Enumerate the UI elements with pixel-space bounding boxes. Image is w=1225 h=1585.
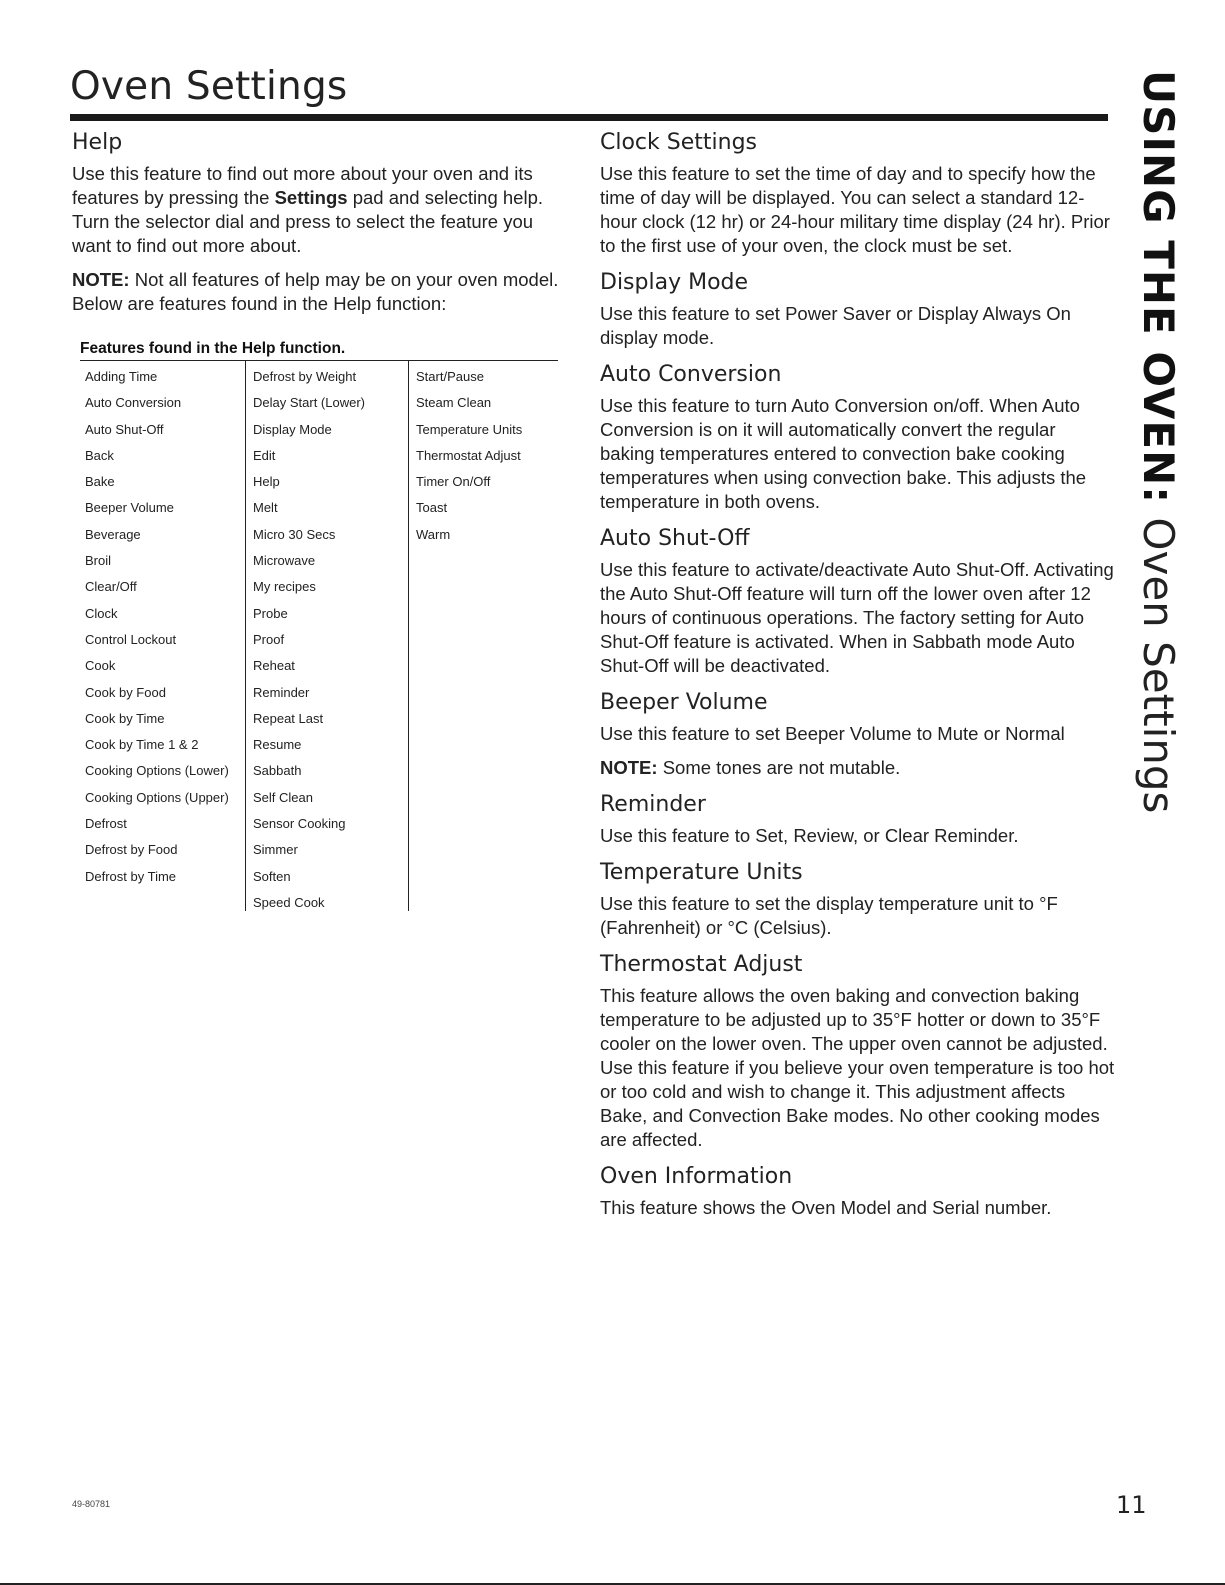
feature-item: Temperature Units	[416, 421, 523, 437]
side-tab-text	[1128, 70, 1188, 814]
clock-settings-section	[600, 128, 1115, 258]
reminder-heading: Reminder	[600, 792, 706, 817]
feature-item: Reheat	[253, 658, 295, 674]
feature-item: Warm	[416, 526, 451, 542]
feature-item: Proof	[253, 631, 285, 647]
feature-item: Cook by Time 1 & 2	[85, 737, 199, 753]
clock-settings-heading: Clock Settings	[600, 130, 757, 155]
side-tab	[1128, 70, 1188, 814]
feature-item: Beeper Volume	[85, 500, 174, 516]
feature-item: Defrost by Weight	[253, 369, 357, 384]
help-section	[72, 128, 572, 316]
feature-item: Cook	[85, 658, 116, 674]
feature-item: Control Lockout	[85, 631, 177, 647]
feature-item: My recipes	[253, 579, 316, 595]
feature-item: Display Mode	[253, 421, 332, 437]
note-label: NOTE:	[72, 269, 130, 290]
beeper-volume-note	[600, 756, 1115, 780]
feature-item: Clear/Off	[85, 579, 137, 595]
feature-item: Clock	[85, 605, 118, 621]
feature-item: Defrost	[85, 816, 127, 832]
beeper-volume-heading: Beeper Volume	[600, 690, 768, 715]
thermostat-adjust-heading: Thermostat Adjust	[600, 952, 803, 977]
side-tab-chapter: USING THE OVEN:	[1134, 70, 1183, 505]
feature-item: Micro 30 Secs	[253, 526, 336, 542]
feature-item: Bake	[85, 474, 115, 490]
display-mode-heading: Display Mode	[600, 270, 749, 295]
clock-settings-body: Use this feature to set the time of day and to specify how the time of day will be displayed. You can select a standard 12-hour clock (12 hr) or 24-hour military time display (24 hr). Prior to the first use of your oven, the clock must be set.	[600, 163, 1110, 256]
feature-item: Cooking Options (Upper)	[85, 789, 229, 805]
display-mode-section	[600, 268, 1115, 350]
page-number: 11	[1116, 1491, 1147, 1519]
feature-item: Thermostat Adjust	[416, 447, 521, 463]
feature-item: Probe	[253, 605, 288, 621]
feature-item: Auto Conversion	[85, 395, 182, 411]
auto-conversion-body: Use this feature to turn Auto Conversion on/off. When Auto Conversion is on it will automatically convert the regular baking temperatures entered to convection bake cooking temperatures when using convection bake. This adjusts the temperature in both ovens.	[600, 395, 1087, 512]
beeper-volume-section	[600, 688, 1115, 780]
feature-item: Defrost by Time	[85, 868, 177, 884]
auto-conversion-section	[600, 360, 1115, 514]
feature-item: Adding Time	[85, 369, 158, 384]
auto-shut-off-heading: Auto Shut-Off	[600, 526, 750, 551]
feature-item: Reminder	[253, 684, 310, 700]
note-text: Some tones are not mutable.	[657, 757, 901, 778]
feature-item: Broil	[85, 553, 112, 569]
features-column-1	[80, 361, 245, 911]
help-note	[72, 268, 572, 316]
help-heading: Help	[72, 130, 123, 155]
feature-item: Defrost by Food	[85, 842, 178, 858]
side-tab-section: Oven Settings	[1134, 517, 1183, 814]
feature-item: Start/Pause	[416, 369, 484, 384]
temperature-units-section	[600, 858, 1115, 940]
feature-item: Cook by Time	[85, 710, 165, 726]
temperature-units-body: Use this feature to set the display temperature unit to °F (Fahrenheit) or °C (Celsius).	[600, 893, 1058, 938]
features-column-2	[245, 361, 408, 911]
feature-item: Auto Shut-Off	[85, 421, 164, 437]
help-text-a: Use this feature to find out more about your oven and its features by pressing the	[72, 163, 533, 208]
features-table-caption: Features found in the Help function.	[80, 340, 346, 357]
feature-item: Melt	[253, 500, 278, 516]
left-column	[72, 128, 572, 911]
oven-information-heading: Oven Information	[600, 1164, 793, 1189]
auto-shut-off-body: Use this feature to activate/deactivate Auto Shut-Off. Activating the Auto Shut-Off feature will turn off the lower oven after 12 hours of continuous operations. The factory setting for Auto Shut-Off feature is activated. When in Sabbath mode Auto Shut-Off will be deactivated.	[600, 559, 1114, 676]
feature-item: Cook by Food	[85, 684, 166, 700]
help-paragraph	[72, 162, 572, 258]
auto-conversion-heading: Auto Conversion	[600, 362, 782, 387]
feature-item: Toast	[416, 500, 448, 516]
feature-item: Cooking Options (Lower)	[85, 763, 229, 779]
features-column-3	[408, 361, 556, 911]
beeper-volume-body: Use this feature to set Beeper Volume to Mute or Normal	[600, 723, 1065, 744]
page-title: Oven Settings	[70, 64, 348, 109]
oven-information-section	[600, 1162, 1115, 1220]
display-mode-body: Use this feature to set Power Saver or Display Always On display mode.	[600, 303, 1071, 348]
feature-item: Beverage	[85, 526, 141, 542]
feature-item: Repeat Last	[253, 710, 324, 726]
feature-item: Sensor Cooking	[253, 816, 346, 832]
feature-item: Resume	[253, 737, 302, 753]
feature-item: Timer On/Off	[416, 474, 491, 490]
title-rule	[70, 114, 1108, 121]
reminder-section	[600, 790, 1115, 848]
right-column	[600, 128, 1115, 1230]
feature-item: Speed Cook	[253, 894, 325, 910]
feature-item: Edit	[253, 447, 276, 463]
feature-item: Sabbath	[253, 763, 302, 779]
oven-information-body: This feature shows the Oven Model and Serial number.	[600, 1197, 1052, 1218]
temperature-units-heading: Temperature Units	[600, 860, 803, 885]
auto-shut-off-section	[600, 524, 1115, 678]
feature-item: Self Clean	[253, 789, 313, 805]
feature-item: Microwave	[253, 553, 316, 569]
features-table	[80, 360, 558, 911]
thermostat-adjust-body: This feature allows the oven baking and convection baking temperature to be adjusted up to 35°F hotter or down to 35°F cooler on the lower oven. The upper oven cannot be adjusted. Use this feature if you believe your oven temperature is too hot or too cold and wish to change it. This adjustment affects Bake, and Convection Bake modes. No other cooking modes are affected.	[600, 985, 1115, 1150]
feature-item: Steam Clean	[416, 395, 492, 411]
document-code: 49-80781	[72, 1499, 111, 1509]
settings-term: Settings	[274, 187, 348, 208]
feature-item: Simmer	[253, 842, 298, 858]
note-text: Not all features of help may be on your oven model. Below are features found in the Help function:	[72, 269, 559, 314]
note-label: NOTE:	[600, 757, 658, 778]
help-text-b: pad and selecting help. Turn the selector dial and press to select the feature you want to find out more about.	[72, 187, 544, 256]
feature-item: Soften	[253, 868, 291, 884]
feature-item: Back	[85, 447, 114, 463]
thermostat-adjust-section	[600, 950, 1115, 1152]
feature-item: Delay Start (Lower)	[253, 395, 365, 411]
reminder-body: Use this feature to Set, Review, or Clear Reminder.	[600, 825, 1019, 846]
feature-item: Help	[253, 474, 280, 490]
